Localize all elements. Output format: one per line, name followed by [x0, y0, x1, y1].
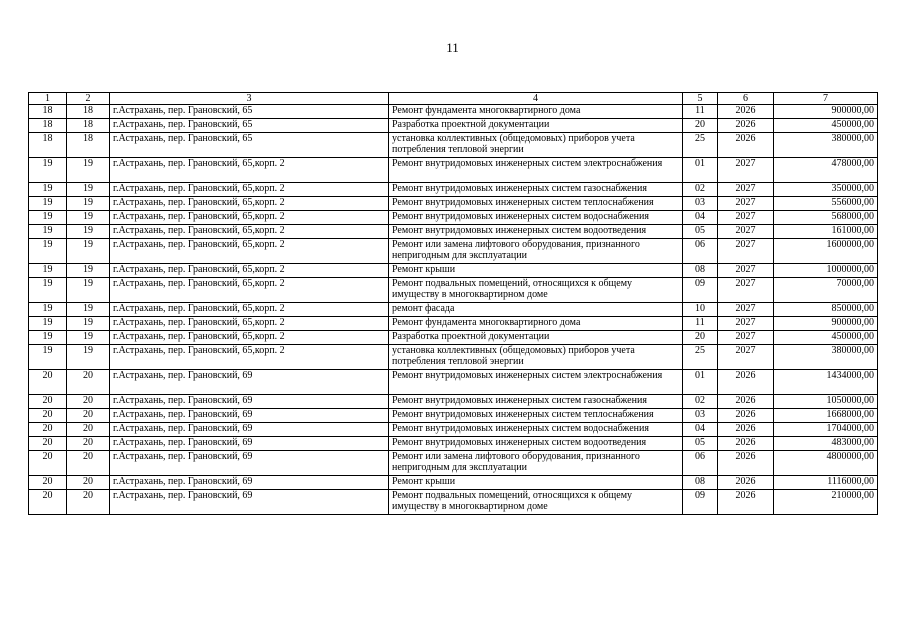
cost-cell: 1434000,00	[774, 370, 878, 395]
year-cell: 2026	[718, 409, 774, 423]
column-number-7: 7	[774, 93, 878, 105]
work-code-cell: 25	[683, 133, 718, 158]
house-number-cell: 19	[67, 303, 110, 317]
work-type-cell: Ремонт фундамента многоквартирного дома	[389, 105, 683, 119]
row-number-cell: 20	[29, 409, 67, 423]
work-type-cell: Ремонт внутридомовых инженерных систем электроснабжения	[389, 370, 683, 395]
year-cell: 2026	[718, 395, 774, 409]
column-number-3: 3	[110, 93, 389, 105]
row-number-cell: 20	[29, 437, 67, 451]
year-cell: 2027	[718, 331, 774, 345]
work-code-cell: 05	[683, 437, 718, 451]
row-number-cell: 19	[29, 345, 67, 370]
year-cell: 2026	[718, 423, 774, 437]
work-code-cell: 02	[683, 395, 718, 409]
house-number-cell: 20	[67, 437, 110, 451]
table-row	[29, 370, 878, 395]
work-code-cell: 20	[683, 119, 718, 133]
cost-cell: 850000,00	[774, 303, 878, 317]
cost-cell: 161000,00	[774, 225, 878, 239]
address-cell: г.Астрахань, пер. Грановский, 69	[110, 423, 389, 437]
address-cell: г.Астрахань, пер. Грановский, 65,корп. 2	[110, 345, 389, 370]
address-cell: г.Астрахань, пер. Грановский, 65,корп. 2	[110, 278, 389, 303]
address-cell: г.Астрахань, пер. Грановский, 65,корп. 2	[110, 239, 389, 264]
house-number-cell: 20	[67, 370, 110, 395]
work-code-cell: 09	[683, 490, 718, 515]
work-type-cell: Ремонт внутридомовых инженерных систем газоснабжения	[389, 183, 683, 197]
address-cell: г.Астрахань, пер. Грановский, 69	[110, 476, 389, 490]
work-type-cell: Ремонт внутридомовых инженерных систем газоснабжения	[389, 395, 683, 409]
address-cell: г.Астрахань, пер. Грановский, 65,корп. 2	[110, 303, 389, 317]
address-cell: г.Астрахань, пер. Грановский, 65,корп. 2	[110, 317, 389, 331]
work-type-cell: Ремонт внутридомовых инженерных систем водоснабжения	[389, 423, 683, 437]
table-row	[29, 119, 878, 133]
row-number-cell: 20	[29, 395, 67, 409]
year-cell: 2027	[718, 345, 774, 370]
table-row	[29, 239, 878, 264]
house-number-cell: 19	[67, 345, 110, 370]
work-type-cell: Ремонт подвальных помещений, относящихся к общему имуществу в многоквартирном доме	[389, 490, 683, 515]
row-number-cell: 18	[29, 119, 67, 133]
table-row	[29, 303, 878, 317]
house-number-cell: 20	[67, 490, 110, 515]
work-type-cell: установка коллективных (общедомовых) приборов учета потребления тепловой энергии	[389, 133, 683, 158]
row-number-cell: 20	[29, 490, 67, 515]
year-cell: 2026	[718, 370, 774, 395]
year-cell: 2026	[718, 476, 774, 490]
year-cell: 2027	[718, 183, 774, 197]
row-number-cell: 19	[29, 239, 67, 264]
year-cell: 2027	[718, 317, 774, 331]
year-cell: 2027	[718, 264, 774, 278]
row-number-cell: 18	[29, 133, 67, 158]
address-cell: г.Астрахань, пер. Грановский, 65,корп. 2	[110, 331, 389, 345]
row-number-cell: 19	[29, 317, 67, 331]
table-row	[29, 409, 878, 423]
house-number-cell: 19	[67, 158, 110, 183]
address-cell: г.Астрахань, пер. Грановский, 69	[110, 437, 389, 451]
work-type-cell: Ремонт внутридомовых инженерных систем водоотведения	[389, 437, 683, 451]
table-row	[29, 264, 878, 278]
year-cell: 2026	[718, 437, 774, 451]
house-number-cell: 20	[67, 423, 110, 437]
house-number-cell: 18	[67, 119, 110, 133]
table-row	[29, 490, 878, 515]
year-cell: 2026	[718, 105, 774, 119]
row-number-cell: 19	[29, 303, 67, 317]
address-cell: г.Астрахань, пер. Грановский, 65,корп. 2	[110, 197, 389, 211]
work-code-cell: 08	[683, 476, 718, 490]
work-type-cell: Ремонт подвальных помещений, относящихся к общему имуществу в многоквартирном доме	[389, 278, 683, 303]
year-cell: 2027	[718, 211, 774, 225]
year-cell: 2027	[718, 239, 774, 264]
cost-cell: 1600000,00	[774, 239, 878, 264]
table-row	[29, 133, 878, 158]
table-row	[29, 345, 878, 370]
column-number-2: 2	[67, 93, 110, 105]
work-type-cell: Ремонт фундамента многоквартирного дома	[389, 317, 683, 331]
work-type-cell: Ремонт или замена лифтового оборудования, признанного непригодным для эксплуатации	[389, 451, 683, 476]
table-row	[29, 317, 878, 331]
house-number-cell: 19	[67, 278, 110, 303]
row-number-cell: 19	[29, 278, 67, 303]
work-type-cell: ремонт фасада	[389, 303, 683, 317]
work-type-cell: установка коллективных (общедомовых) приборов учета потребления тепловой энергии	[389, 345, 683, 370]
work-code-cell: 11	[683, 317, 718, 331]
address-cell: г.Астрахань, пер. Грановский, 69	[110, 395, 389, 409]
house-number-cell: 18	[67, 133, 110, 158]
year-cell: 2027	[718, 158, 774, 183]
work-code-cell: 02	[683, 183, 718, 197]
house-number-cell: 18	[67, 105, 110, 119]
table-row	[29, 423, 878, 437]
address-cell: г.Астрахань, пер. Грановский, 65,корп. 2	[110, 158, 389, 183]
work-type-cell: Ремонт внутридомовых инженерных систем водоснабжения	[389, 211, 683, 225]
house-number-cell: 20	[67, 409, 110, 423]
table-header-row	[29, 93, 878, 105]
cost-cell: 380000,00	[774, 345, 878, 370]
work-type-cell: Ремонт внутридомовых инженерных систем теплоснабжения	[389, 409, 683, 423]
table-row	[29, 158, 878, 183]
house-number-cell: 20	[67, 395, 110, 409]
row-number-cell: 19	[29, 183, 67, 197]
work-code-cell: 10	[683, 303, 718, 317]
cost-cell: 1116000,00	[774, 476, 878, 490]
house-number-cell: 19	[67, 197, 110, 211]
address-cell: г.Астрахань, пер. Грановский, 69	[110, 451, 389, 476]
address-cell: г.Астрахань, пер. Грановский, 69	[110, 409, 389, 423]
cost-cell: 1704000,00	[774, 423, 878, 437]
address-cell: г.Астрахань, пер. Грановский, 65,корп. 2	[110, 225, 389, 239]
work-type-cell: Ремонт внутридомовых инженерных систем теплоснабжения	[389, 197, 683, 211]
cost-cell: 1050000,00	[774, 395, 878, 409]
work-type-cell: Разработка проектной документации	[389, 119, 683, 133]
work-code-cell: 03	[683, 197, 718, 211]
row-number-cell: 20	[29, 451, 67, 476]
address-cell: г.Астрахань, пер. Грановский, 69	[110, 370, 389, 395]
cost-cell: 1000000,00	[774, 264, 878, 278]
table-row	[29, 183, 878, 197]
table-row	[29, 395, 878, 409]
work-code-cell: 04	[683, 423, 718, 437]
cost-cell: 900000,00	[774, 317, 878, 331]
house-number-cell: 19	[67, 239, 110, 264]
row-number-cell: 20	[29, 423, 67, 437]
work-code-cell: 05	[683, 225, 718, 239]
repair-program-table	[28, 92, 878, 515]
year-cell: 2026	[718, 133, 774, 158]
table-row	[29, 225, 878, 239]
column-number-4: 4	[389, 93, 683, 105]
work-code-cell: 09	[683, 278, 718, 303]
year-cell: 2027	[718, 225, 774, 239]
address-cell: г.Астрахань, пер. Грановский, 65,корп. 2	[110, 211, 389, 225]
house-number-cell: 19	[67, 317, 110, 331]
cost-cell: 900000,00	[774, 105, 878, 119]
column-number-6: 6	[718, 93, 774, 105]
work-type-cell: Ремонт внутридомовых инженерных систем водоотведения	[389, 225, 683, 239]
row-number-cell: 19	[29, 331, 67, 345]
cost-cell: 556000,00	[774, 197, 878, 211]
work-type-cell: Ремонт крыши	[389, 264, 683, 278]
house-number-cell: 19	[67, 225, 110, 239]
table-row	[29, 437, 878, 451]
table-row	[29, 476, 878, 490]
work-code-cell: 03	[683, 409, 718, 423]
year-cell: 2027	[718, 197, 774, 211]
cost-cell: 1668000,00	[774, 409, 878, 423]
work-code-cell: 08	[683, 264, 718, 278]
work-code-cell: 01	[683, 370, 718, 395]
house-number-cell: 19	[67, 264, 110, 278]
work-type-cell: Ремонт крыши	[389, 476, 683, 490]
row-number-cell: 19	[29, 225, 67, 239]
address-cell: г.Астрахань, пер. Грановский, 65	[110, 119, 389, 133]
table-row	[29, 105, 878, 119]
cost-cell: 210000,00	[774, 490, 878, 515]
cost-cell: 380000,00	[774, 133, 878, 158]
address-cell: г.Астрахань, пер. Грановский, 65,корп. 2	[110, 183, 389, 197]
row-number-cell: 19	[29, 158, 67, 183]
year-cell: 2026	[718, 451, 774, 476]
row-number-cell: 18	[29, 105, 67, 119]
work-code-cell: 01	[683, 158, 718, 183]
table-row	[29, 278, 878, 303]
work-code-cell: 06	[683, 451, 718, 476]
work-type-cell: Ремонт внутридомовых инженерных систем электроснабжения	[389, 158, 683, 183]
year-cell: 2027	[718, 303, 774, 317]
work-type-cell: Разработка проектной документации	[389, 331, 683, 345]
work-code-cell: 04	[683, 211, 718, 225]
work-code-cell: 06	[683, 239, 718, 264]
work-code-cell: 25	[683, 345, 718, 370]
year-cell: 2026	[718, 490, 774, 515]
table-row	[29, 211, 878, 225]
cost-cell: 450000,00	[774, 119, 878, 133]
row-number-cell: 19	[29, 197, 67, 211]
table-row	[29, 331, 878, 345]
address-cell: г.Астрахань, пер. Грановский, 69	[110, 490, 389, 515]
work-type-cell: Ремонт или замена лифтового оборудования, признанного непригодным для эксплуатации	[389, 239, 683, 264]
cost-cell: 450000,00	[774, 331, 878, 345]
page-number: 11	[446, 40, 459, 55]
year-cell: 2026	[718, 119, 774, 133]
cost-cell: 350000,00	[774, 183, 878, 197]
cost-cell: 568000,00	[774, 211, 878, 225]
table-row	[29, 451, 878, 476]
address-cell: г.Астрахань, пер. Грановский, 65	[110, 105, 389, 119]
row-number-cell: 19	[29, 264, 67, 278]
row-number-cell: 20	[29, 370, 67, 395]
house-number-cell: 20	[67, 476, 110, 490]
address-cell: г.Астрахань, пер. Грановский, 65	[110, 133, 389, 158]
house-number-cell: 19	[67, 183, 110, 197]
house-number-cell: 19	[67, 331, 110, 345]
house-number-cell: 20	[67, 451, 110, 476]
column-number-5: 5	[683, 93, 718, 105]
work-code-cell: 20	[683, 331, 718, 345]
cost-cell: 4800000,00	[774, 451, 878, 476]
house-number-cell: 19	[67, 211, 110, 225]
table-row	[29, 197, 878, 211]
row-number-cell: 20	[29, 476, 67, 490]
address-cell: г.Астрахань, пер. Грановский, 65,корп. 2	[110, 264, 389, 278]
row-number-cell: 19	[29, 211, 67, 225]
work-code-cell: 11	[683, 105, 718, 119]
column-number-1: 1	[29, 93, 67, 105]
cost-cell: 483000,00	[774, 437, 878, 451]
year-cell: 2027	[718, 278, 774, 303]
cost-cell: 70000,00	[774, 278, 878, 303]
cost-cell: 478000,00	[774, 158, 878, 183]
